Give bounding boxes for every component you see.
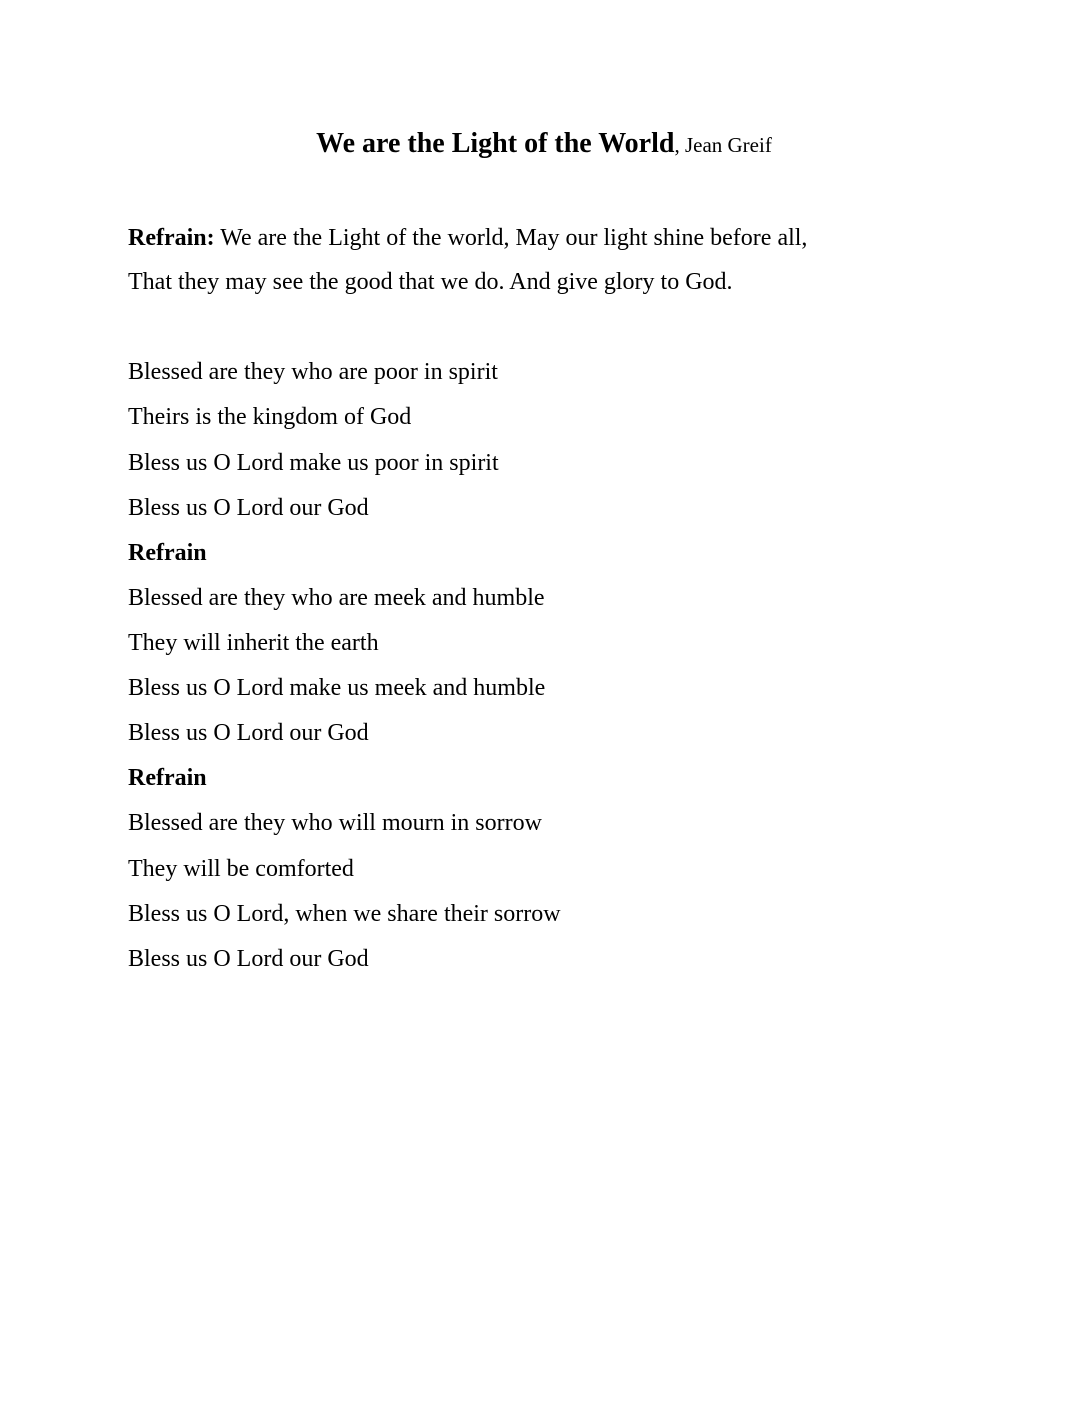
verse-1-line-3: Bless us O Lord make us poor in spirit bbox=[128, 450, 499, 476]
song-author: Jean Greif bbox=[684, 133, 772, 157]
refrain-marker-2: Refrain bbox=[128, 765, 207, 791]
verse-3-line-4: Bless us O Lord our God bbox=[128, 946, 369, 972]
refrain-text-1: We are the Light of the world, May our light shine before all, bbox=[214, 225, 808, 251]
verse-2-line-3: Bless us O Lord make us meek and humble bbox=[128, 675, 546, 701]
refrain-line-1 bbox=[128, 223, 807, 253]
verse-1-line-2: Theirs is the kingdom of God bbox=[128, 404, 412, 430]
verse-3-line-3: Bless us O Lord, when we share their sorrow bbox=[128, 901, 561, 927]
refrain-label: Refrain: bbox=[128, 225, 215, 251]
verse-3-line-1: Blessed are they who will mourn in sorrow bbox=[128, 810, 542, 836]
verse-3-line-2: They will be comforted bbox=[128, 856, 354, 882]
verse-2-line-2: They will inherit the earth bbox=[128, 630, 379, 656]
song-title: We are the Light of the World bbox=[316, 128, 675, 159]
refrain-line-2: That they may see the good that we do. And give glory to God. bbox=[128, 269, 733, 295]
song-heading bbox=[0, 126, 1088, 166]
verse-2-line-1: Blessed are they who are meek and humble bbox=[128, 585, 545, 611]
verse-1-line-4: Bless us O Lord our God bbox=[128, 495, 369, 521]
refrain-marker-1: Refrain bbox=[128, 540, 207, 566]
verse-2-line-4: Bless us O Lord our God bbox=[128, 720, 369, 746]
title-separator: , bbox=[674, 133, 685, 157]
verse-1-line-1: Blessed are they who are poor in spirit bbox=[128, 359, 498, 385]
